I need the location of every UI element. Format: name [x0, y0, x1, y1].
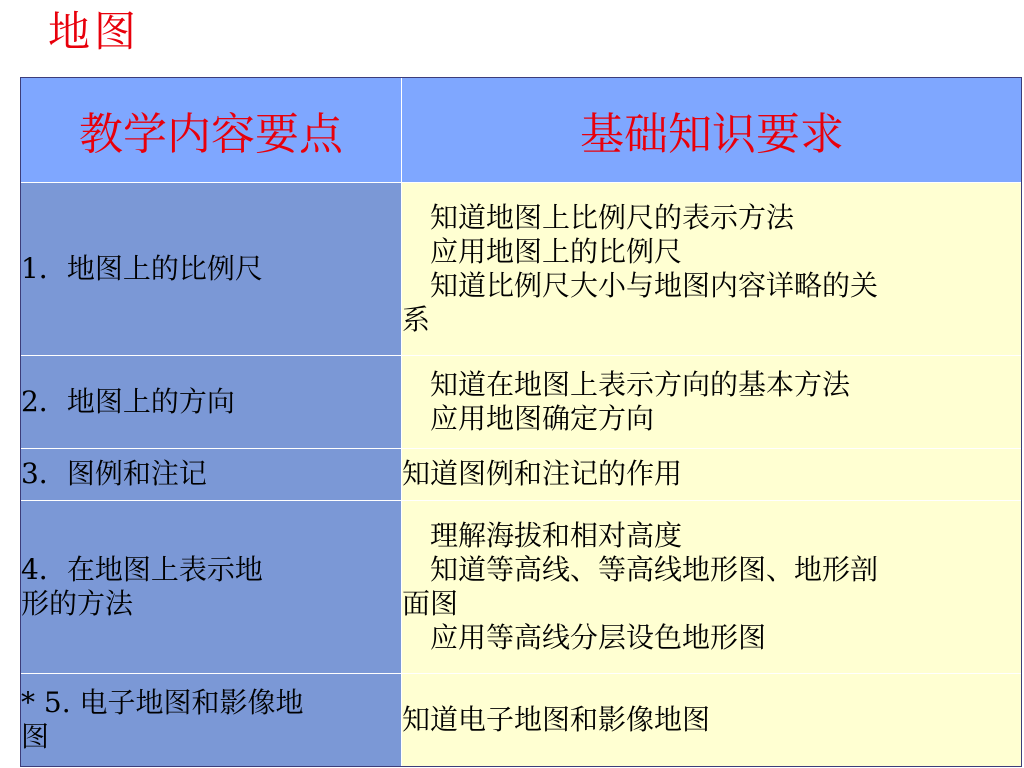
topic-text: 形的方法 — [21, 587, 134, 621]
requirements-cell — [402, 183, 1023, 356]
topic-text: * 5. 电子地图和影像地 — [21, 686, 304, 720]
requirement-line: 系 — [402, 303, 431, 337]
requirement-line: 知道等高线、等高线地形图、地形剖 — [430, 553, 879, 587]
page-title: 地图 — [48, 7, 141, 56]
requirement-line: 应用地图上的比例尺 — [430, 235, 683, 269]
requirement-line: 应用地图确定方向 — [430, 401, 655, 435]
requirement-line: 知道电子地图和影像地图 — [402, 703, 711, 737]
table-row — [21, 183, 1023, 356]
table-row — [21, 674, 1023, 767]
table-row — [21, 448, 1023, 500]
table-row — [21, 501, 1023, 674]
requirement-line: 应用等高线分层设色地形图 — [430, 621, 767, 655]
table-row — [21, 356, 1023, 449]
requirements-cell — [402, 674, 1023, 767]
topic-text: 3．图例和注记 — [21, 457, 207, 491]
requirement-line: 知道地图上比例尺的表示方法 — [430, 201, 795, 235]
topic-cell — [21, 183, 402, 356]
requirements-cell — [402, 448, 1023, 500]
topic-text: 2．地图上的方向 — [21, 384, 235, 418]
requirement-line: 理解海拔和相对高度 — [430, 519, 683, 553]
requirement-line: 面图 — [402, 587, 459, 621]
requirements-cell — [402, 501, 1023, 674]
requirement-line: 知道图例和注记的作用 — [402, 457, 683, 491]
table-header-row — [21, 78, 1023, 183]
topic-cell — [21, 448, 402, 500]
curriculum-table — [20, 77, 1023, 767]
topic-text: 图 — [21, 720, 50, 754]
requirements-cell — [402, 356, 1023, 449]
topic-cell — [21, 501, 402, 674]
topic-cell — [21, 356, 402, 449]
topic-cell — [21, 674, 402, 767]
requirement-line: 知道比例尺大小与地图内容详略的关 — [430, 269, 879, 303]
header-topic: 教学内容要点 — [21, 78, 402, 183]
header-requirements: 基础知识要求 — [402, 78, 1023, 183]
topic-text: 4．在地图上表示地 — [21, 553, 263, 587]
topic-text: 1．地图上的比例尺 — [21, 252, 263, 286]
requirement-line: 知道在地图上表示方向的基本方法 — [430, 367, 851, 401]
